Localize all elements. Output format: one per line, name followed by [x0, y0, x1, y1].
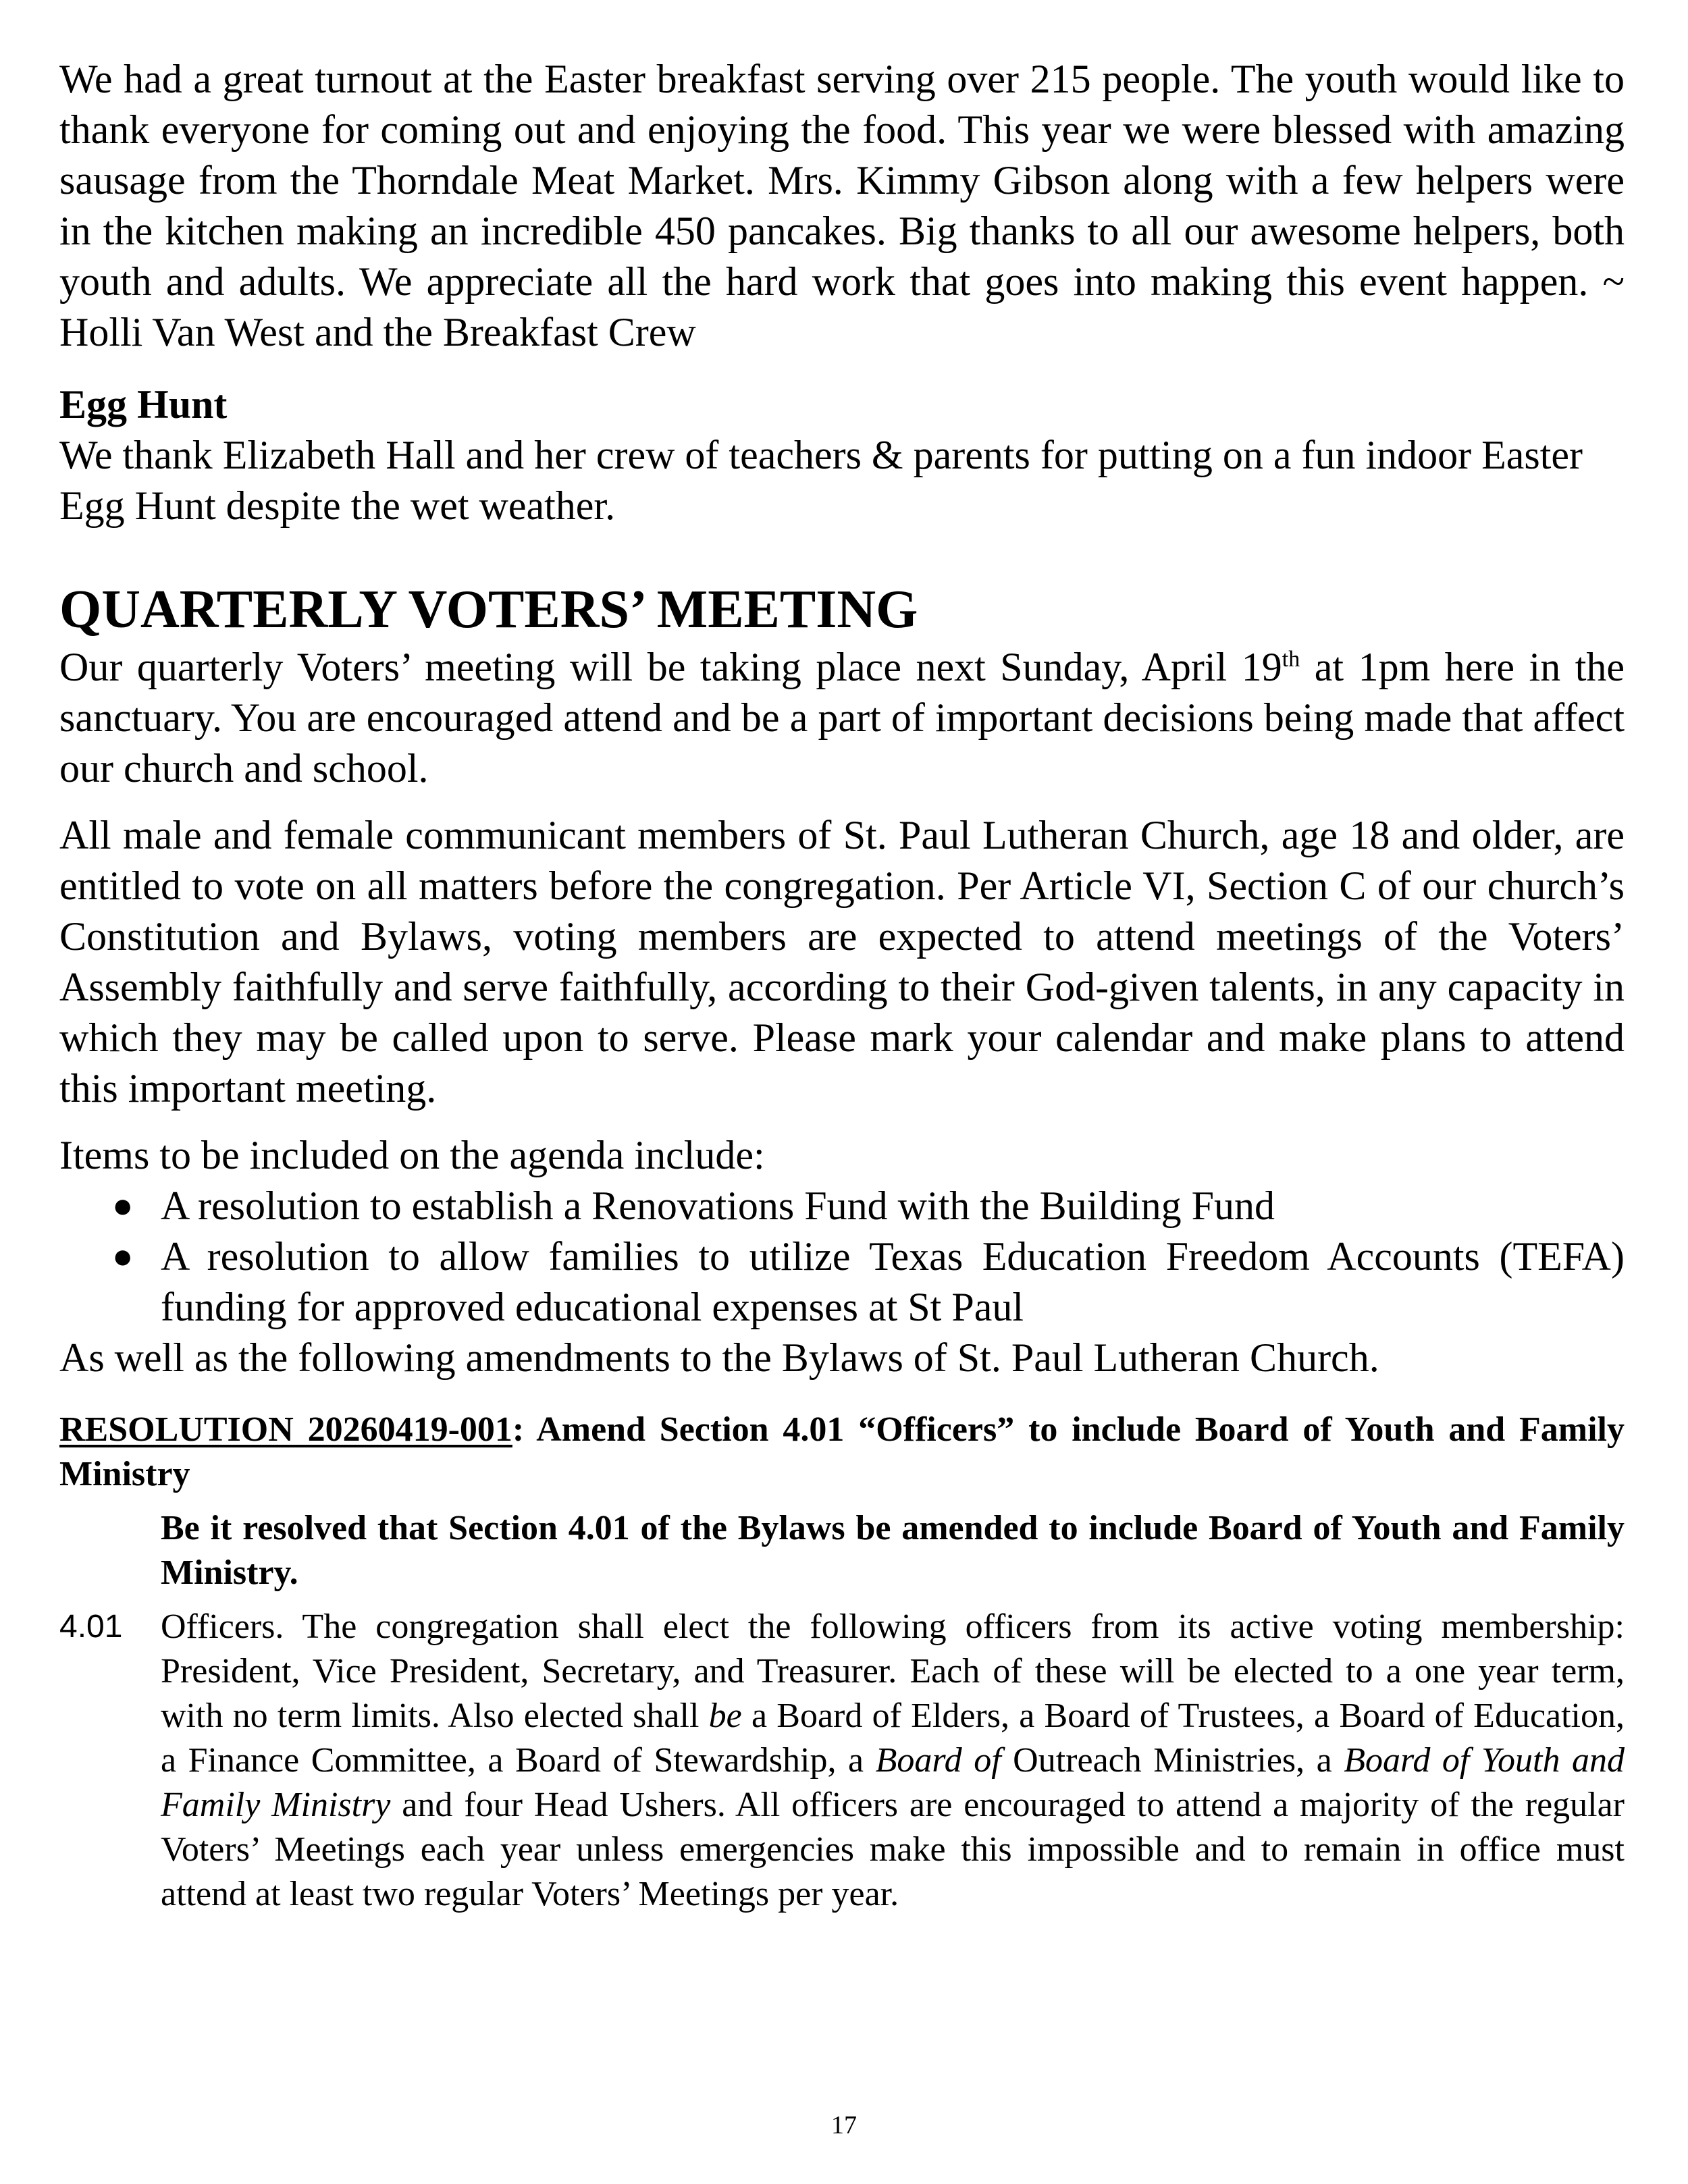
agenda-item — [59, 1181, 1625, 1231]
voters-meeting-heading: QUARTERLY VOTERS’ MEETING — [59, 580, 918, 639]
section-text-italic: Board of Youth and Family Ministry — [161, 1741, 1625, 1824]
agenda-intro: Items to be included on the agenda include: — [59, 1133, 765, 1177]
bylaw-section-4-01 — [59, 1605, 1625, 1917]
resolution-id: RESOLUTION 20260419-001 — [59, 1410, 512, 1449]
voters-meeting-intro — [59, 642, 1625, 794]
section-text-part: a Board of Elders, a Board of Trustees, a Board of Education, a Finance Committee, a Board of Stewardship, a — [161, 1697, 1625, 1780]
section-text-part: Officers. The congregation shall elect the following officers from its active voting membership: President, Vice President, Secretary, and Treasurer. Each of these will be elected to a one year term, with no term limits. Also elected shall — [161, 1607, 1625, 1735]
bullet-icon: ● — [112, 1237, 134, 1276]
agenda-item — [59, 1231, 1625, 1333]
section-text-italic: be — [708, 1697, 742, 1735]
egg-hunt-heading: Egg Hunt — [59, 382, 228, 427]
voters-meeting-intro-end: at 1pm here in the sanctuary. You are encouraged attend and be a part of important decisions being made that affect our church and school. — [59, 645, 1625, 791]
section-text-italic: Board of — [875, 1741, 1001, 1780]
voters-meeting-intro-start: Our quarterly Voters’ meeting will be taking place next Sunday, April 19 — [59, 645, 1282, 689]
resolved-statement: Be it resolved that Section 4.01 of the Bylaws be amended to include Board of Youth and Family Ministry. — [161, 1509, 1625, 1592]
amendments-intro: As well as the following amendments to the Bylaws of St. Paul Lutheran Church. — [59, 1335, 1379, 1380]
resolution-id-colon: : — [512, 1410, 525, 1449]
section-text-part: and four Head Ushers. All officers are encouraged to attend a majority of the regular Voters’ Meetings each year unless emergencies make this impossible and to remain in office must attend at least two regular Voters’ Meetings per year. — [161, 1786, 1625, 1913]
easter-breakfast-paragraph: We had a great turnout at the Easter breakfast serving over 215 people. The youth would like to thank everyone for coming out and enjoying the food. This year we were blessed with amazing sausage from the Thorndale Meat Market. Mrs. Kimmy Gibson along with a few helpers were in the kitchen making an incredible 450 pancakes. Big thanks to all our awesome helpers, both youth and adults. We appreciate all the hard work that goes into making this event happen. ~ Holli Van West and the Breakfast Crew — [59, 57, 1625, 354]
page-number: 17 — [831, 2111, 857, 2139]
resolution-title: Amend Section 4.01 “Officers” to include Board of Youth and Family Ministry — [59, 1410, 1625, 1493]
section-text-part: Outreach Ministries, a — [1001, 1741, 1344, 1780]
section-number: 4.01 — [59, 1609, 123, 1645]
agenda-item-text: A resolution to allow families to utilize Texas Education Freedom Accounts (TEFA) funding for approved educational expenses at St Paul — [161, 1234, 1625, 1329]
date-ordinal-suffix: th — [1282, 647, 1300, 672]
section-text — [161, 1607, 1625, 1913]
voting-eligibility-paragraph: All male and female communicant members of St. Paul Lutheran Church, age 18 and older, are entitled to vote on all matters before the congregation. Per Article VI, Section C of our church’s Constitution and Bylaws, voting members are expected to attend meetings of the Voters’ Assembly faithfully and serve faithfully, according to their God-given talents, in any capacity in which they may be called upon to serve. Please mark your calendar and make plans to attend this important meeting. — [59, 813, 1625, 1111]
page-content — [59, 54, 1625, 1917]
resolution-heading — [59, 1408, 1625, 1497]
egg-hunt-paragraph: We thank Elizabeth Hall and her crew of teachers & parents for putting on a fun indoor Easter Egg Hunt despite the wet weather. — [59, 433, 1583, 528]
agenda-item-text: A resolution to establish a Renovations Fund with the Building Fund — [161, 1183, 1275, 1228]
bullet-icon: ● — [112, 1187, 134, 1225]
agenda-list — [59, 1181, 1625, 1333]
